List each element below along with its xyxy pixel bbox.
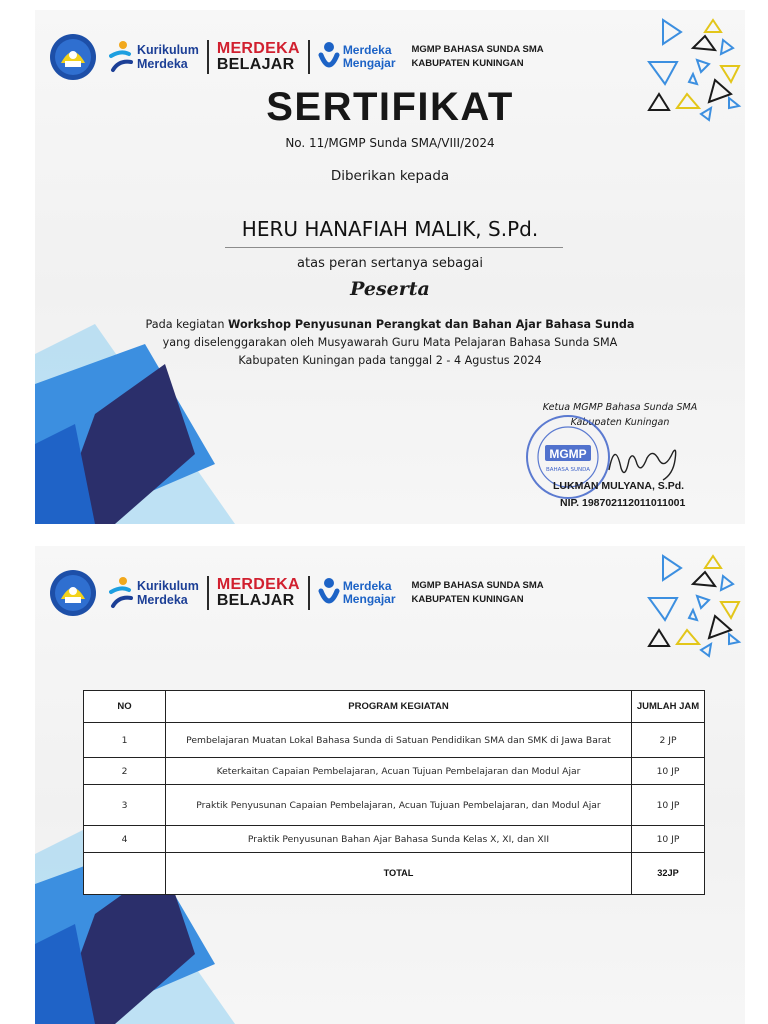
header-program: PROGRAM KEGIATAN: [166, 691, 632, 723]
decorative-triangles: [635, 546, 745, 666]
row-program: Praktik Penyusunan Bahan Ajar Bahasa Sunda Kelas X, XI, dan XII: [166, 826, 632, 853]
row-hours: 2 JP: [632, 723, 705, 758]
participant-role: Peserta: [350, 278, 430, 300]
row-no: 4: [84, 826, 166, 853]
table-total-row: [84, 853, 705, 895]
organization-line2: KABUPATEN KUNINGAN: [411, 594, 524, 605]
given-to-label: Diberikan kepada: [330, 168, 450, 184]
kemendikbud-logo-icon: [49, 33, 97, 81]
kurikulum-merdeka-mark-icon: [109, 40, 133, 74]
description-organizer: yang diselenggarakan oleh Musyawarah Guru Mata Pelajaran Bahasa Sunda SMA: [162, 336, 618, 349]
merdeka-mengajar-line2: Mengajar: [342, 592, 396, 606]
program-table: [83, 690, 705, 895]
logo-header: [49, 30, 544, 84]
certificate-number: No. 11/MGMP Sunda SMA/VIII/2024: [285, 136, 495, 150]
merdeka-belajar-logo: [217, 577, 300, 609]
signer-name: LUKMAN MULYANA, S.Pd.: [553, 480, 685, 492]
organization-name: [412, 43, 544, 71]
description-prefix: Pada kegiatan: [145, 318, 229, 331]
stamp-text: MGMP: [549, 447, 587, 461]
merdeka-belajar-top: MERDEKA: [216, 40, 300, 57]
stamp-subtext: BAHASA SUNDA: [545, 467, 591, 473]
kurikulum-text: Kurikulum: [137, 579, 199, 593]
header-no: NO: [84, 691, 166, 723]
signature-block: [505, 400, 725, 509]
kurikulum-merdeka-mark-icon: [109, 576, 133, 610]
organization-line1: MGMP BAHASA SUNDA SMA: [411, 580, 544, 591]
row-no: 1: [84, 723, 166, 758]
row-hours: 10 JP: [632, 785, 705, 826]
row-program: Praktik Penyusunan Capaian Pembelajaran, Acuan Tujuan Pembelajaran, dan Modul Ajar: [166, 785, 632, 826]
merdeka-belajar-top: MERDEKA: [216, 576, 300, 593]
merdeka-mengajar-logo: [318, 577, 396, 609]
merdeka-belajar-bottom: BELAJAR: [216, 592, 295, 609]
table-row: [84, 785, 705, 826]
logo-divider: [308, 40, 310, 74]
table-row: [84, 723, 705, 758]
logo-divider: [308, 576, 310, 610]
organization-line1: MGMP BAHASA SUNDA SMA: [411, 44, 544, 55]
header-hours: JUMLAH JAM: [632, 691, 705, 723]
kemendikbud-logo-icon: [49, 569, 97, 617]
merdeka-mengajar-line1: Merdeka: [342, 43, 392, 57]
event-name: Workshop Penyusunan Perangkat dan Bahan Ajar Bahasa Sunda: [228, 318, 635, 331]
kurikulum-text: Kurikulum: [137, 43, 199, 57]
signer-title-line2: Kabupaten Kuningan: [570, 417, 670, 428]
merdeka-belajar-bottom: BELAJAR: [216, 56, 295, 73]
merdeka-belajar-logo: [217, 41, 300, 73]
merdeka-mengajar-mark-icon: [318, 41, 340, 73]
table-header-row: [84, 691, 705, 723]
merdeka-text: Merdeka: [137, 57, 188, 71]
signer-title-line1: Ketua MGMP Bahasa Sunda SMA: [542, 402, 698, 413]
signer-nip: NIP. 198702112011011001: [560, 497, 686, 509]
row-hours: 10 JP: [632, 826, 705, 853]
recipient-name: HERU HANAFIAH MALIK, S.Pd.: [241, 217, 539, 241]
row-no: 2: [84, 758, 166, 785]
merdeka-mengajar-line1: Merdeka: [342, 579, 392, 593]
organization-line2: KABUPATEN KUNINGAN: [411, 58, 524, 69]
certificate-title: SERTIFIKAT: [266, 85, 514, 129]
total-empty-cell: [84, 853, 166, 895]
merdeka-mengajar-line2: Mengajar: [342, 56, 396, 70]
logo-divider: [207, 40, 209, 74]
merdeka-mengajar-mark-icon: [318, 577, 340, 609]
program-page: [35, 546, 745, 1024]
logo-header: [49, 566, 544, 620]
row-program: Keterkaitan Capaian Pembelajaran, Acuan Tujuan Pembelajaran dan Modul Ajar: [166, 758, 632, 785]
row-no: 3: [84, 785, 166, 826]
row-hours: 10 JP: [632, 758, 705, 785]
kurikulum-merdeka-logo: [109, 40, 199, 74]
table-row: [84, 826, 705, 853]
logo-divider: [207, 576, 209, 610]
name-underline: [225, 247, 563, 248]
total-label: TOTAL: [166, 853, 632, 895]
organization-name: [412, 579, 544, 607]
merdeka-mengajar-logo: [318, 41, 396, 73]
total-value: 32JP: [632, 853, 705, 895]
description-date: Kabupaten Kuningan pada tanggal 2 - 4 Agustus 2024: [238, 354, 542, 367]
row-program: Pembelajaran Muatan Lokal Bahasa Sunda di Satuan Pendidikan SMA dan SMK di Jawa Barat: [166, 723, 632, 758]
table-row: [84, 758, 705, 785]
event-description: [135, 316, 645, 370]
kurikulum-merdeka-logo: [109, 576, 199, 610]
role-intro: atas peran sertanya sebagai: [297, 256, 483, 271]
merdeka-text: Merdeka: [137, 593, 188, 607]
certificate-page: [35, 10, 745, 524]
